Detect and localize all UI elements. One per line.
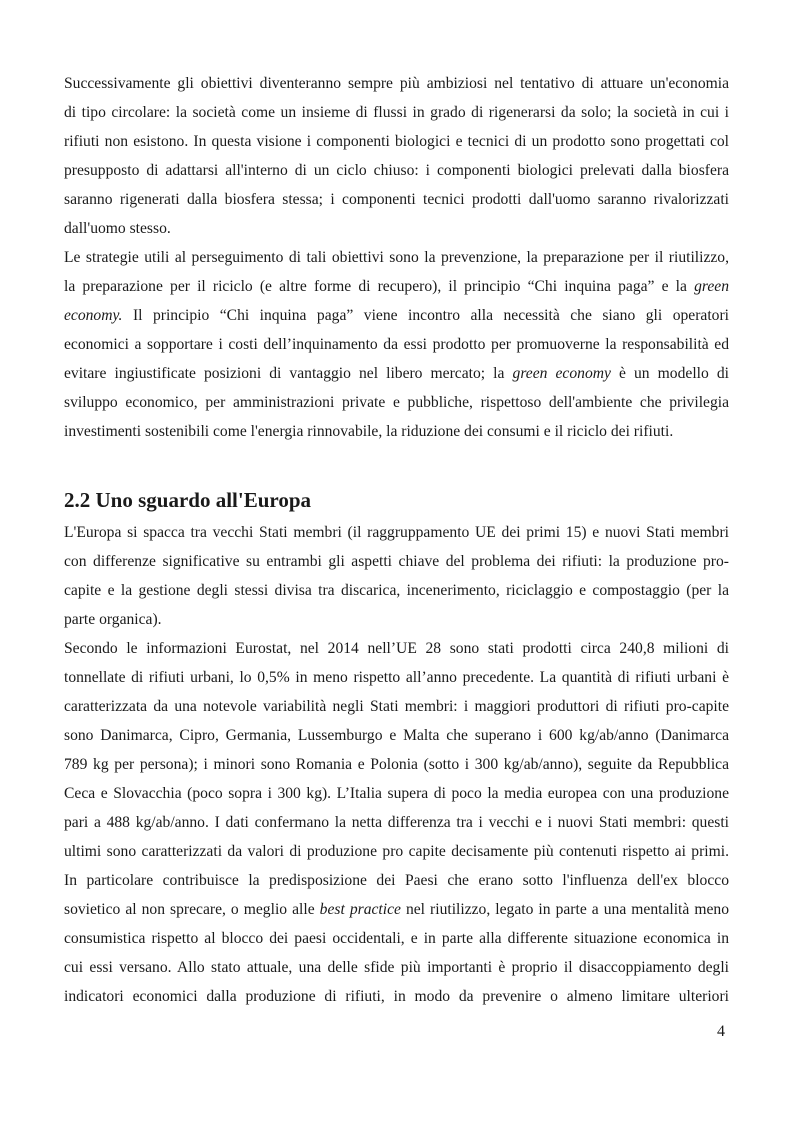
text-span: evitare ingiustificate posizioni di vantaggio nel libero mercato; la — [64, 365, 505, 382]
text-line: In particolare contribuisce la predisposizione dei Paesi che erano sotto l'influenza dell'ex blocco — [64, 872, 729, 889]
text-line: sono Danimarca, Cipro, Germania, Lussemburgo e Malta che superano i 600 kg/ab/anno (Danimarca — [64, 727, 729, 744]
italic-term: green economy — [512, 365, 611, 382]
italic-term: best practice — [319, 901, 401, 918]
paragraph-eurostat — [64, 634, 729, 1011]
text-line: dall'uomo stesso. — [64, 220, 171, 237]
text-line — [64, 895, 729, 924]
text-line — [64, 301, 729, 330]
text-span: sovietico al non sprecare, o meglio alle — [64, 901, 315, 918]
italic-term: green — [694, 278, 729, 295]
text-line: saranno rigenerati dalla biosfera stessa; i componenti tecnici prodotti dall'uomo saranno rivalorizzati — [64, 191, 729, 208]
text-line: Secondo le informazioni Eurostat, nel 2014 nell’UE 28 sono stati prodotti circa 240,8 milioni di — [64, 640, 729, 657]
text-line: con differenze significative su entrambi gli aspetti chiave del problema dei rifiuti: la produzione pro- — [64, 553, 729, 570]
text-line: parte organica). — [64, 611, 162, 628]
text-line: pari a 488 kg/ab/anno. I dati confermano la netta differenza tra i vecchi e i nuovi Stati membri: questi — [64, 814, 729, 831]
text-line: indicatori economici dalla produzione di rifiuti, in modo da prevenire o almeno limitare ulteriori — [64, 988, 729, 1005]
text-line: rifiuti non esistono. In questa visione i componenti biologici e tecnici di un prodotto sono progettati col — [64, 133, 729, 150]
text-line: capite e la gestione degli stessi divisa tra discarica, incenerimento, riciclaggio e compostaggio (per la — [64, 582, 729, 599]
text-line: di tipo circolare: la società come un insieme di flussi in grado di rigenerarsi da solo; la società in cui i — [64, 104, 729, 121]
text-line: sviluppo economico, per amministrazioni private e pubbliche, rispettoso dell'ambiente che privilegia — [64, 394, 729, 411]
text-span: la preparazione per il riciclo (e altre forme di recupero), il principio “Chi inquina paga” e la — [64, 278, 687, 295]
text-span: Il principio “Chi inquina paga” viene incontro alla necessità che siano gli operatori — [122, 307, 729, 324]
text-line: 789 kg per persona); i minori sono Romania e Polonia (sotto i 300 kg/ab/anno), seguite da Repubblica — [64, 756, 729, 773]
text-line: consumistica rispetto al blocco dei paesi occidentali, e in parte alla differente situazione economica in — [64, 930, 729, 947]
text-line: Ceca e Slovacchia (poco sopra i 300 kg). L’Italia supera di poco la media europea con una produzione — [64, 785, 729, 802]
text-line: caratterizzata da una notevole variabilità negli Stati membri: i maggiori produttori di rifiuti pro-capite — [64, 698, 729, 715]
italic-term: economy. — [64, 307, 123, 324]
page-number: 4 — [717, 1023, 725, 1040]
paragraph-circular-economy — [64, 69, 729, 243]
text-line — [64, 272, 729, 301]
text-line: cui essi versano. Allo stato attuale, una delle sfide più importanti è proprio il disaccoppiamento degli — [64, 959, 729, 976]
text-line: ultimi sono caratterizzati da valori di produzione pro capite decisamente più contenuti rispetto ai primi. — [64, 843, 729, 860]
text-line — [64, 359, 729, 388]
text-line: economici a sopportare i costi dell’inquinamento da essi prodotto per promuoverne la responsabilità ed — [64, 336, 729, 353]
text-span: è un modello di — [610, 365, 729, 382]
text-line: Successivamente gli obiettivi diventeranno sempre più ambiziosi nel tentativo di attuare un'economia — [64, 75, 729, 92]
text-line: Le strategie utili al perseguimento di tali obiettivi sono la prevenzione, la preparazione per il riutilizzo, — [64, 249, 729, 266]
text-span: nel riutilizzo, legato in parte a una mentalità meno — [400, 901, 729, 918]
text-line: investimenti sostenibili come l'energia rinnovabile, la riduzione dei consumi e il riciclo dei rifiuti. — [64, 423, 674, 440]
text-line: presupposto di adattarsi all'interno di un ciclo chiuso: i componenti biologici prelevati dalla biosfera — [64, 162, 729, 179]
paragraph-strategies — [64, 243, 729, 446]
section-heading: 2.2 Uno sguardo all'Europa — [64, 488, 312, 512]
text-line: L'Europa si spacca tra vecchi Stati membri (il raggruppamento UE dei primi 15) e nuovi Stati membri — [64, 524, 729, 541]
text-line: tonnellate di rifiuti urbani, lo 0,5% in meno rispetto all’anno precedente. La quantità di rifiuti urbani è — [64, 669, 729, 686]
paragraph-europe-split — [64, 518, 729, 634]
